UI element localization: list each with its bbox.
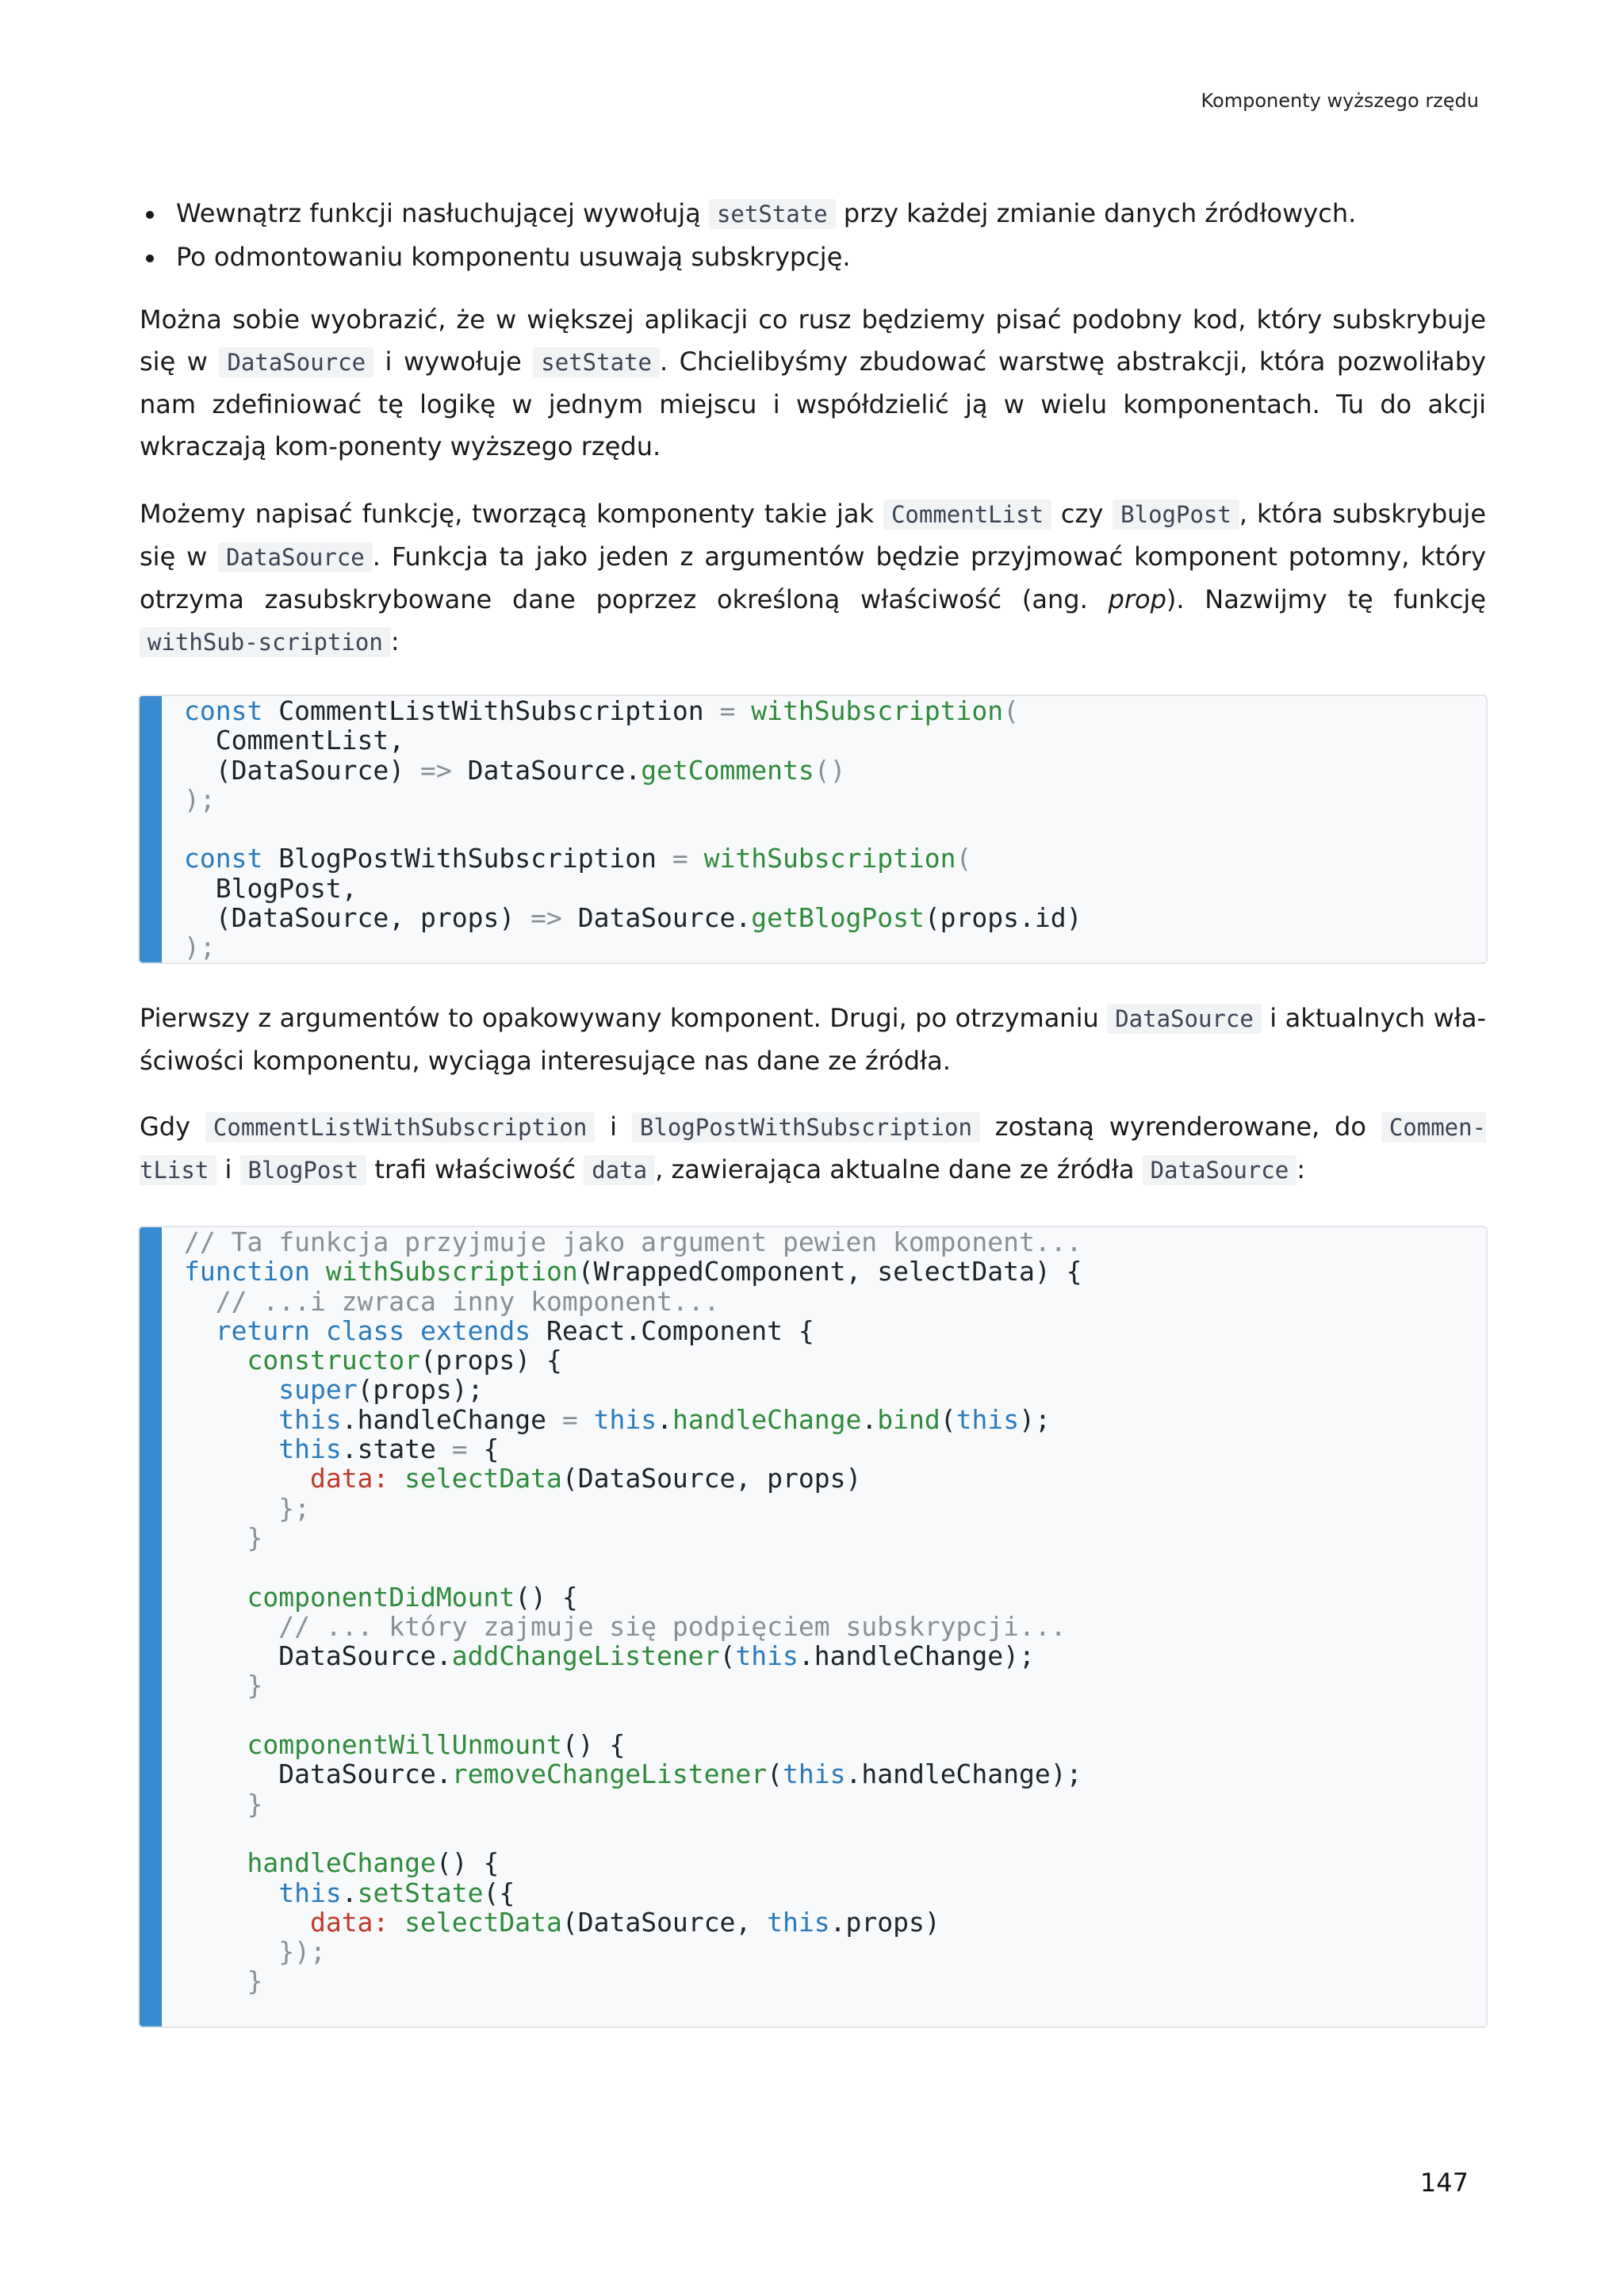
paragraph: Pierwszy z argumentów to opakowywany komponent. Drugi, po otrzymaniu DataSource i aktualnych wła-ściwości komponentu, wyciąga interesujące nas dane ze źródła. — [140, 1003, 1487, 1076]
page-number: 147 — [1419, 2168, 1469, 2198]
paragraph: Gdy CommentListWithSubscription i BlogPostWithSubscription zostaną wyrenderowane, do Commen-tList i BlogPost trafi właściwość data , zawierająca aktualne dane ze źródła DataSource : — [140, 1112, 1487, 1184]
code-listing: // Ta funkcja przyjmuje jako argument pewien komponent... function withSubscription(WrappedComponent, selectData) { // ...i zwraca inny komponent... return class extends React.Component { constructor(props) { super(props); this.handleChange = this.handleChange.bind(this); this.state = { data: selectData(DataSource, props) }; } componentDidMount() { // ... który zajmuje się podpięciem subskrypcji... DataSource.addChangeListener(this.handleChange); } componentWillUnmount() { DataSource.removeChangeListener(this.handleChange); } handleChange() { this.setState({ data: selectData(DataSource, this.props) }); } — [184, 1226, 1082, 1997]
code-listing: const CommentListWithSubscription = withSubscription( CommentList, (DataSource) => DataSource.getComments() ); const BlogPostWithSubscription = withSubscription( BlogPost, (DataSource, props) => DataSource.getBlogPost(props.id) ); — [184, 695, 1082, 963]
bullet-list — [140, 192, 1486, 278]
code-block — [138, 695, 1488, 964]
code-block-accent-bar — [140, 696, 162, 962]
list-item: Po odmontowaniu komponentu usuwają subskrypcję. — [140, 235, 1486, 278]
paragraph: Możemy napisać funkcję, tworzącą komponenty takie jak CommentList czy BlogPost , która subskrybuje się w DataSource . Funkcja ta jako jeden z argumentów będzie przyjmować komponent potomny, który otrzyma zasubskrybowane dane poprzez określoną właściwość (ang. prop). Nazwijmy tę funkcję withSub-scription : — [140, 499, 1487, 656]
code-block — [138, 1226, 1488, 2028]
paragraph: Można sobie wyobrazić, że w większej aplikacji co rusz będziemy pisać podobny kod, który subskrybuje się w DataSource i wywołuje setState . Chcielibyśmy zbudować warstwę abstrakcji, która pozwoliłaby nam zdefiniować tę logikę w jednym miejscu i współdzielić ją w wielu komponentach. Tu do akcji wkraczają kom-ponenty wyższego rzędu. — [140, 304, 1487, 461]
code-block-accent-bar — [140, 1227, 162, 2026]
running-head: Komponenty wyższego rzędu — [1201, 90, 1479, 112]
list-item: Wewnątrz funkcji nasłuchującej wywołują setState przy każdej zmianie danych źródłowych. — [140, 192, 1486, 235]
inline-code: setState — [709, 199, 836, 229]
